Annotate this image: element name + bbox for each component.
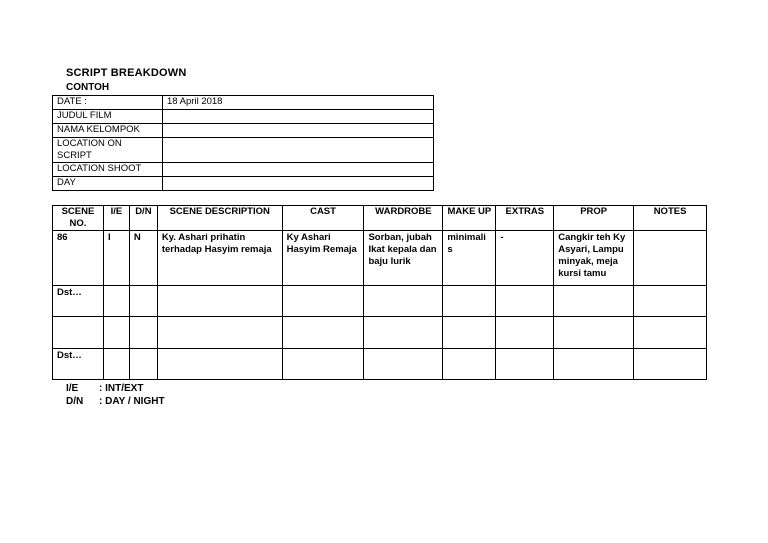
- cell-extras: [496, 286, 554, 317]
- cell-dn: N: [129, 231, 157, 286]
- table-row: [53, 286, 707, 317]
- column-header: WARDROBE: [364, 206, 443, 231]
- cell-prop: Cangkir teh Ky Asyari, Lampu minyak, meja kursi tamu: [554, 231, 634, 286]
- column-header: SCENE DESCRIPTION: [157, 206, 282, 231]
- cell-ie: [103, 317, 129, 349]
- cell-scene-no: [53, 317, 104, 349]
- info-value: [163, 110, 434, 124]
- legend-value: : DAY / NIGHT: [99, 396, 165, 407]
- cell-cast: [282, 286, 364, 317]
- cell-notes: [634, 231, 707, 286]
- document-title: SCRIPT BREAKDOWN: [66, 67, 187, 79]
- legend-value: : INT/EXT: [99, 383, 144, 394]
- column-header: SCENE NO.: [53, 206, 104, 231]
- cell-prop: [554, 317, 634, 349]
- info-label: LOCATION SHOOT: [53, 163, 163, 177]
- info-label: DAY: [53, 177, 163, 191]
- cell-notes: [634, 349, 707, 380]
- info-value: [163, 138, 434, 163]
- cell-scene-no: Dst…: [53, 286, 104, 317]
- column-header: MAKE UP: [443, 206, 496, 231]
- legend-key: D/N: [66, 396, 84, 407]
- info-table: [52, 95, 434, 191]
- info-value: 18 April 2018: [163, 96, 434, 110]
- column-header: D/N: [129, 206, 157, 231]
- cell-wardrobe: [364, 317, 443, 349]
- info-row-location-shoot: [53, 163, 434, 177]
- info-row-date: [53, 96, 434, 110]
- info-value: [163, 177, 434, 191]
- legend-key: I/E: [66, 383, 79, 394]
- cell-notes: [634, 317, 707, 349]
- cell-extras: -: [496, 231, 554, 286]
- scene-breakdown-table: [52, 205, 707, 380]
- info-label: NAMA KELOMPOK: [53, 124, 163, 138]
- cell-description: [157, 349, 282, 380]
- info-row-judul-film: [53, 110, 434, 124]
- cell-makeup: minimali s: [443, 231, 496, 286]
- table-row: [53, 317, 707, 349]
- info-row-location-on-script: [53, 138, 434, 163]
- cell-cast: Ky Ashari Hasyim Remaja: [282, 231, 364, 286]
- cell-cast: [282, 349, 364, 380]
- column-header: NOTES: [634, 206, 707, 231]
- info-row-nama-kelompok: [53, 124, 434, 138]
- cell-wardrobe: [364, 286, 443, 317]
- column-header: EXTRAS: [496, 206, 554, 231]
- cell-cast: [282, 317, 364, 349]
- cell-scene-no: Dst…: [53, 349, 104, 380]
- column-header: PROP: [554, 206, 634, 231]
- cell-ie: [103, 286, 129, 317]
- cell-wardrobe: [364, 349, 443, 380]
- cell-scene-no: 86: [53, 231, 104, 286]
- column-header: CAST: [282, 206, 364, 231]
- table-row: [53, 231, 707, 286]
- cell-wardrobe: Sorban, jubah Ikat kepala dan baju lurik: [364, 231, 443, 286]
- info-row-day: [53, 177, 434, 191]
- table-header-row: [53, 206, 707, 231]
- cell-ie: I: [103, 231, 129, 286]
- cell-extras: [496, 349, 554, 380]
- cell-description: [157, 317, 282, 349]
- cell-prop: [554, 286, 634, 317]
- cell-makeup: [443, 317, 496, 349]
- info-label: DATE :: [53, 96, 163, 110]
- cell-notes: [634, 286, 707, 317]
- document-subtitle: CONTOH: [66, 82, 110, 93]
- cell-makeup: [443, 286, 496, 317]
- legend-dn: [66, 396, 165, 407]
- cell-dn: [129, 286, 157, 317]
- info-value: [163, 163, 434, 177]
- info-label: JUDUL FILM: [53, 110, 163, 124]
- cell-dn: [129, 349, 157, 380]
- cell-dn: [129, 317, 157, 349]
- column-header: I/E: [103, 206, 129, 231]
- cell-makeup: [443, 349, 496, 380]
- info-label: LOCATION ON SCRIPT: [53, 138, 163, 163]
- info-value: [163, 124, 434, 138]
- cell-extras: [496, 317, 554, 349]
- table-row: [53, 349, 707, 380]
- cell-prop: [554, 349, 634, 380]
- cell-description: [157, 286, 282, 317]
- cell-description: Ky. Ashari prihatin terhadap Hasyim remaja: [157, 231, 282, 286]
- cell-ie: [103, 349, 129, 380]
- legend-ie: [66, 383, 143, 394]
